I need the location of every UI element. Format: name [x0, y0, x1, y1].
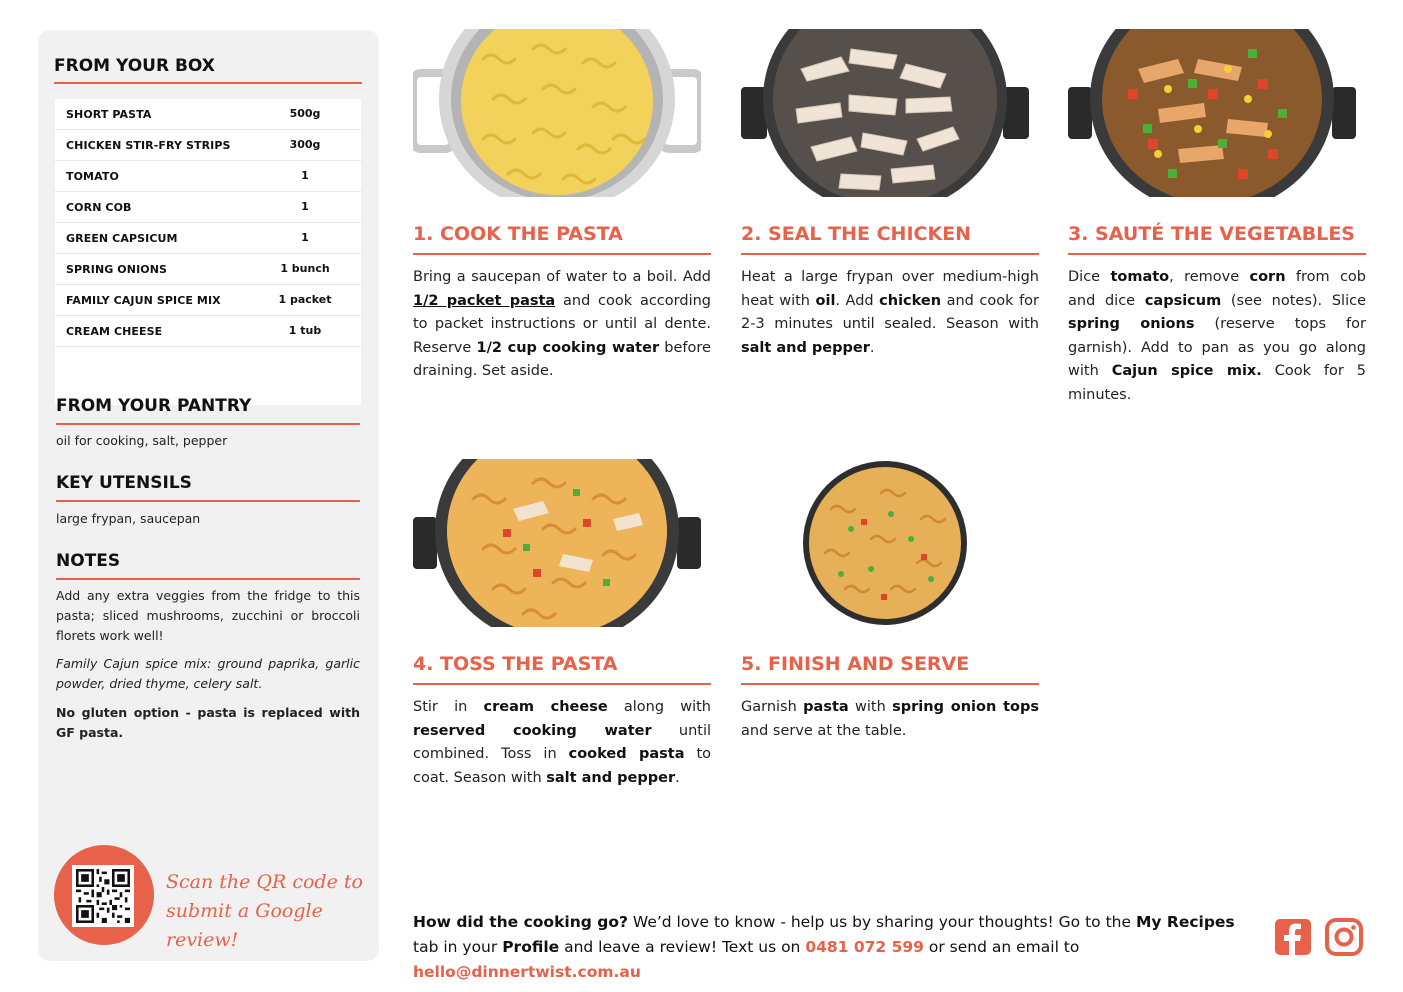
ingredient-qty: 300g	[289, 138, 321, 151]
divider	[56, 578, 360, 580]
text-segment: from cob and dice	[1068, 269, 1366, 309]
table-row	[55, 285, 361, 316]
contact-link[interactable]: 0481 072 599	[805, 938, 924, 956]
ingredient-name: SPRING ONIONS	[66, 263, 168, 276]
text-segment: and cook according to packet instructions or until al dente. Reserve	[413, 292, 711, 356]
ingredient-name: FAMILY CAJUN SPICE MIX	[66, 294, 221, 307]
text-segment: along with	[607, 699, 712, 715]
qr-code-icon[interactable]	[72, 865, 134, 927]
text-segment: spring onions	[1068, 316, 1195, 332]
text-segment: capsicum	[1144, 292, 1222, 309]
divider	[56, 500, 360, 502]
text-segment: How did the cooking go?	[413, 913, 628, 931]
step-4-body	[413, 696, 711, 790]
step-2-body	[741, 266, 1039, 360]
contact-link[interactable]: hello@dinnertwist.com.au	[413, 963, 641, 981]
step-4-image	[413, 459, 701, 627]
text-segment: reserved cooking water	[413, 722, 652, 739]
from-your-box-title: FROM YOUR BOX	[54, 56, 215, 76]
facebook-icon[interactable]	[1274, 918, 1312, 956]
text-segment: . Add	[835, 292, 880, 309]
ingredient-name: CORN COB	[66, 201, 132, 214]
text-segment: corn	[1249, 269, 1286, 285]
text-segment: (reserve tops for garnish). Add to pan as you go along with	[1068, 316, 1366, 379]
text-segment: pasta	[803, 699, 849, 715]
qr-caption-line: submit a Google review!	[166, 900, 323, 951]
text-segment: Bring a saucepan of water to a boil. Add	[413, 269, 711, 285]
table-row	[55, 254, 361, 285]
ingredient-name: GREEN CAPSICUM	[66, 232, 178, 245]
text-segment: before draining. Set aside.	[413, 339, 711, 379]
text-segment: My Recipes	[1135, 913, 1235, 931]
ingredient-qty: 1	[301, 200, 309, 213]
text-segment: until combined. Toss in	[413, 722, 711, 762]
text-segment: Cook for 5 minutes.	[1068, 363, 1366, 403]
ingredients-table	[55, 99, 361, 405]
text-segment: We’d love to know - help us by sharing your thoughts! Go to the	[627, 913, 1136, 931]
text-segment: Stir in	[413, 699, 484, 715]
instagram-icon[interactable]	[1325, 918, 1363, 956]
text-segment: oil	[815, 292, 836, 309]
text-segment: to coat. Season with	[413, 746, 712, 786]
text-segment: tab in your	[413, 938, 503, 956]
text-segment: tomato	[1110, 269, 1170, 285]
text-segment: cooked pasta	[568, 746, 685, 762]
step-5-body	[741, 696, 1039, 743]
divider	[54, 82, 362, 84]
step-1-image	[413, 29, 701, 197]
step-2-image	[741, 29, 1029, 197]
step-3-image	[1068, 29, 1356, 197]
text-segment: Cajun spice mix.	[1111, 363, 1262, 379]
ingredients-sidebar	[38, 30, 379, 961]
text-segment: Dice	[1068, 269, 1111, 285]
text-segment: (see notes). Slice	[1221, 292, 1366, 309]
ingredient-qty: 1 packet	[278, 293, 332, 306]
text-segment: .	[675, 769, 680, 786]
text-segment: Heat a large frypan over medium-high heat with	[741, 269, 1039, 309]
qr-caption-line: Scan the QR code to	[166, 871, 363, 893]
text-segment: with	[848, 699, 893, 715]
ingredient-qty: 1	[301, 231, 309, 244]
divider	[56, 423, 360, 425]
text-segment: Profile	[502, 938, 560, 956]
step-3-body	[1068, 266, 1366, 407]
text-segment: spring onion tops	[892, 699, 1039, 715]
ingredient-name: CHICKEN STIR-FRY STRIPS	[66, 139, 231, 152]
step-3-title: 3. SAUTÉ THE VEGETABLES	[1068, 223, 1355, 245]
pantry-text: oil for cooking, salt, pepper	[56, 433, 228, 448]
text-segment: chicken	[879, 292, 942, 309]
key-utensils-title: KEY UTENSILS	[56, 473, 192, 493]
ingredient-qty: 1 bunch	[280, 262, 330, 275]
step-1-title: 1. COOK THE PASTA	[413, 223, 623, 245]
note-gluten: No gluten option - pasta is replaced with GF pasta.	[56, 705, 360, 740]
text-segment: 1/2 packet pasta	[413, 292, 556, 309]
ingredient-qty: 1 tub	[288, 324, 322, 337]
table-row	[55, 161, 361, 192]
from-your-pantry-title: FROM YOUR PANTRY	[56, 396, 252, 416]
table-row	[55, 130, 361, 161]
step-2-title: 2. SEAL THE CHICKEN	[741, 223, 972, 245]
table-row	[55, 192, 361, 223]
text-segment: .	[869, 339, 875, 356]
step-4-title: 4. TOSS THE PASTA	[413, 653, 618, 675]
qr-caption	[166, 868, 366, 955]
step-5-title: 5. FINISH AND SERVE	[741, 653, 970, 675]
text-segment: salt and pepper	[546, 769, 676, 786]
text-segment: Garnish	[741, 699, 804, 715]
qr-badge[interactable]	[54, 845, 154, 945]
table-row	[55, 99, 361, 130]
notes-title: NOTES	[56, 551, 121, 571]
ingredient-name: SHORT PASTA	[66, 108, 152, 121]
text-segment: cream cheese	[483, 699, 608, 715]
ingredient-name: CREAM CHEESE	[66, 325, 163, 338]
text-segment: 1/2 cup cooking water	[476, 339, 660, 356]
step-1-body	[413, 266, 711, 384]
text-segment: or send an email to	[923, 938, 1080, 956]
note-veggies: Add any extra veggies from the fridge to this pasta; sliced mushrooms, zucchini or broccoli florets work well!	[56, 588, 360, 643]
step-5-image	[741, 459, 1029, 627]
text-segment: salt and pepper	[741, 339, 870, 356]
ingredient-qty: 500g	[289, 107, 321, 120]
utensils-text: large frypan, saucepan	[56, 511, 201, 526]
divider	[1068, 253, 1366, 255]
ingredient-qty: 1	[301, 169, 309, 182]
table-row	[55, 316, 361, 347]
divider	[413, 253, 711, 255]
note-spice-mix: Family Cajun spice mix: ground paprika, garlic powder, dried thyme, celery salt.	[56, 656, 360, 691]
divider	[741, 253, 1039, 255]
text-segment: and cook for 2-3 minutes until sealed. Season with	[741, 292, 1039, 332]
text-segment: and serve at the table.	[741, 722, 907, 739]
text-segment: , remove	[1169, 269, 1250, 285]
divider	[413, 683, 711, 685]
text-segment: and leave a review! Text us on	[559, 938, 806, 956]
divider	[741, 683, 1039, 685]
table-row	[55, 223, 361, 254]
ingredient-name: TOMATO	[66, 170, 119, 183]
review-footer	[413, 910, 1263, 985]
